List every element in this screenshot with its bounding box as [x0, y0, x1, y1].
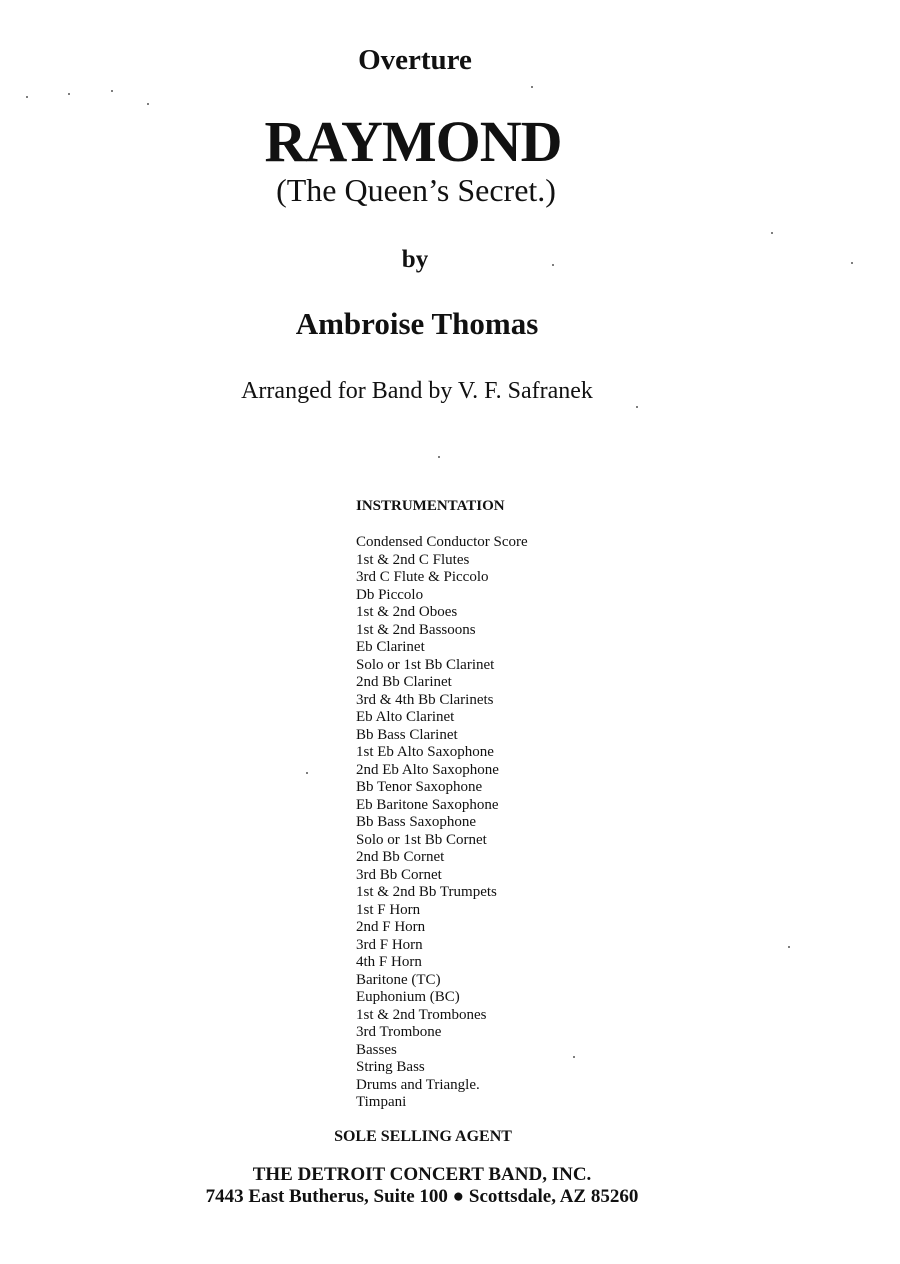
instrument-item: Baritone (TC)	[356, 971, 441, 988]
scan-speck	[851, 262, 853, 264]
instrument-item: 3rd C Flute & Piccolo	[356, 569, 489, 585]
instrument-item: 2nd Eb Alto Saxophone	[356, 761, 499, 778]
instrument-item: 1st & 2nd Oboes	[356, 604, 458, 620]
instrument-item: 1st Eb Alto Saxophone	[356, 744, 494, 760]
scan-speck	[147, 103, 149, 105]
scan-speck	[788, 946, 790, 948]
scan-speck	[306, 772, 308, 774]
instrument-item: Solo or 1st Bb Clarinet	[356, 656, 495, 673]
instrument-item: 2nd Bb Cornet	[356, 849, 445, 865]
scan-speck	[573, 1056, 575, 1058]
page-subtitle: (The Queen’s Secret.)	[276, 172, 556, 208]
instrument-item: 3rd F Horn	[356, 936, 423, 953]
instrument-item: Timpani	[356, 1094, 407, 1110]
instrument-item: Eb Alto Clarinet	[356, 709, 455, 725]
arranger-credit: Arranged for Band by V. F. Safranek	[241, 378, 593, 404]
overture-label: Overture	[358, 44, 472, 76]
instrument-item: Euphonium (BC)	[356, 989, 460, 1005]
instrument-item: Bb Tenor Saxophone	[356, 779, 483, 795]
scan-speck	[636, 406, 638, 408]
scan-speck	[771, 232, 773, 234]
instrument-item: Db Piccolo	[356, 586, 424, 603]
instrument-item: 3rd & 4th Bb Clarinets	[356, 691, 494, 708]
instrument-item: Bb Bass Clarinet	[356, 726, 458, 743]
scan-speck	[531, 86, 533, 88]
instrument-item: Basses	[356, 1041, 397, 1058]
scan-speck	[111, 90, 113, 92]
scan-speck	[26, 96, 28, 98]
instrument-item: 1st & 2nd Bb Trumpets	[356, 884, 497, 900]
publisher-address: 7443 East Butherus, Suite 100 ● Scottsdale, AZ 85260	[205, 1186, 639, 1207]
instrument-item: Condensed Conductor Score	[356, 534, 528, 550]
sole-selling-agent-label: SOLE SELLING AGENT	[334, 1128, 512, 1145]
scan-speck	[68, 93, 70, 95]
instrument-item: Eb Clarinet	[356, 639, 425, 655]
by-label: by	[401, 246, 429, 273]
instrument-item: Bb Bass Saxophone	[356, 814, 476, 830]
scan-speck	[438, 456, 440, 458]
instrument-item: Eb Baritone Saxophone	[356, 796, 499, 813]
instrument-item: 1st & 2nd C Flutes	[356, 551, 470, 568]
instrument-item: Drums and Triangle.	[356, 1076, 480, 1093]
instrument-item: 4th F Horn	[356, 954, 422, 970]
instrument-item: 2nd F Horn	[356, 919, 426, 935]
instrument-item: 1st F Horn	[356, 901, 421, 918]
instrument-item: 3rd Bb Cornet	[356, 866, 442, 883]
instrument-item: String Bass	[356, 1059, 425, 1075]
instrument-item: 3rd Trombone	[356, 1024, 442, 1040]
instrumentation-heading: INSTRUMENTATION	[356, 498, 505, 514]
instrument-item: 1st & 2nd Bassoons	[356, 621, 476, 638]
instrument-item: Solo or 1st Bb Cornet	[356, 831, 487, 848]
publisher-name: THE DETROIT CONCERT BAND, INC.	[252, 1164, 592, 1185]
instrument-item: 1st & 2nd Trombones	[356, 1006, 487, 1023]
instrumentation-list	[356, 534, 528, 1112]
instrument-item: 2nd Bb Clarinet	[356, 674, 452, 690]
scan-speck	[552, 264, 554, 266]
composer-name: Ambroise Thomas	[295, 306, 539, 341]
page-title: RAYMOND	[264, 109, 562, 174]
